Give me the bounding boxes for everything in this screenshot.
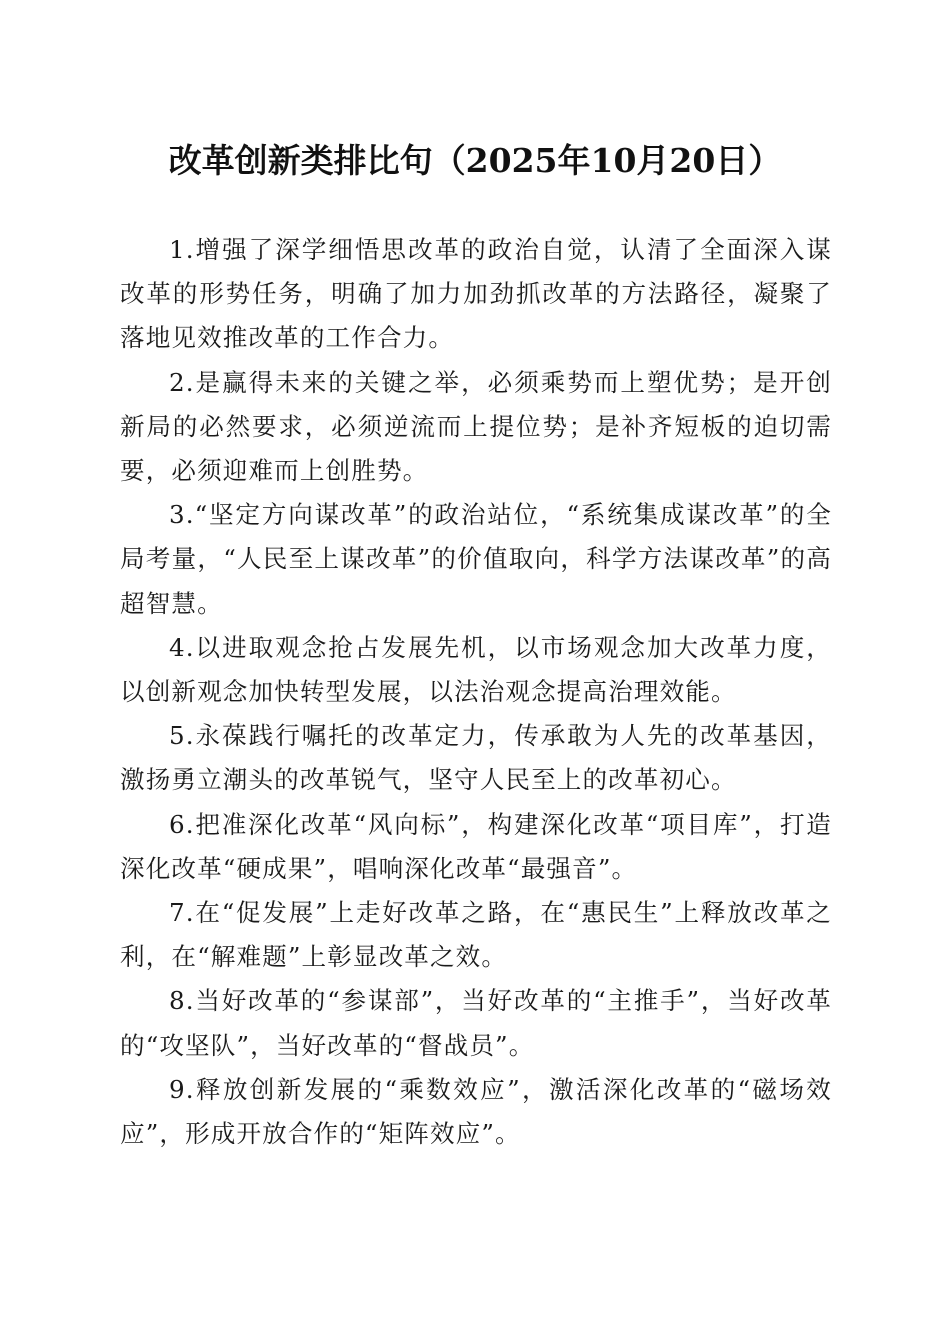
paragraph-7: 7.在“促发展”上走好改革之路，在“惠民生”上释放改革之利，在“解难题”上彰显改革之效。	[120, 898, 832, 972]
paragraph-9: 9.释放创新发展的“乘数效应”，激活深化改革的“磁场效应”，形成开放合作的“矩阵效应”。	[120, 1074, 832, 1149]
paragraph-6: 6.把准深化改革“风向标”，构建深化改革“项目库”，打造深化改革“硬成果”，唱响深化改革“最强音”。	[120, 809, 832, 883]
document-title: 改革创新类排比句（2025年10月20日）	[168, 141, 782, 180]
paragraph-2: 2.是赢得未来的关键之举，必须乘势而上塑优势；是开创新局的必然要求，必须逆流而上提位势；是补齐短板的迫切需要，必须迎难而上创胜势。	[120, 367, 832, 486]
paragraph-1: 1.增强了深学细悟思改革的政治自觉，认清了全面深入谋改革的形势任务，明确了加力加劲抓改革的方法路径，凝聚了落地见效推改革的工作合力。	[120, 235, 832, 353]
paragraph-5: 5.永葆践行嘱托的改革定力，传承敢为人先的改革基因，激扬勇立潮头的改革锐气，坚守人民至上的改革初心。	[120, 721, 832, 795]
paragraph-8: 8.当好改革的“参谋部”，当好改革的“主推手”，当好改革的“攻坚队”，当好改革的“督战员”。	[120, 986, 832, 1060]
paragraph-3: 3.“坚定方向谋改革”的政治站位，“系统集成谋改革”的全局考量，“人民至上谋改革”的价值取向，科学方法谋改革”的高超智慧。	[120, 500, 832, 618]
document-body	[120, 228, 832, 1156]
paragraph-4: 4.以进取观念抢占发展先机，以市场观念加大改革力度，以创新观念加快转型发展，以法治观念提高治理效能。	[120, 632, 832, 707]
